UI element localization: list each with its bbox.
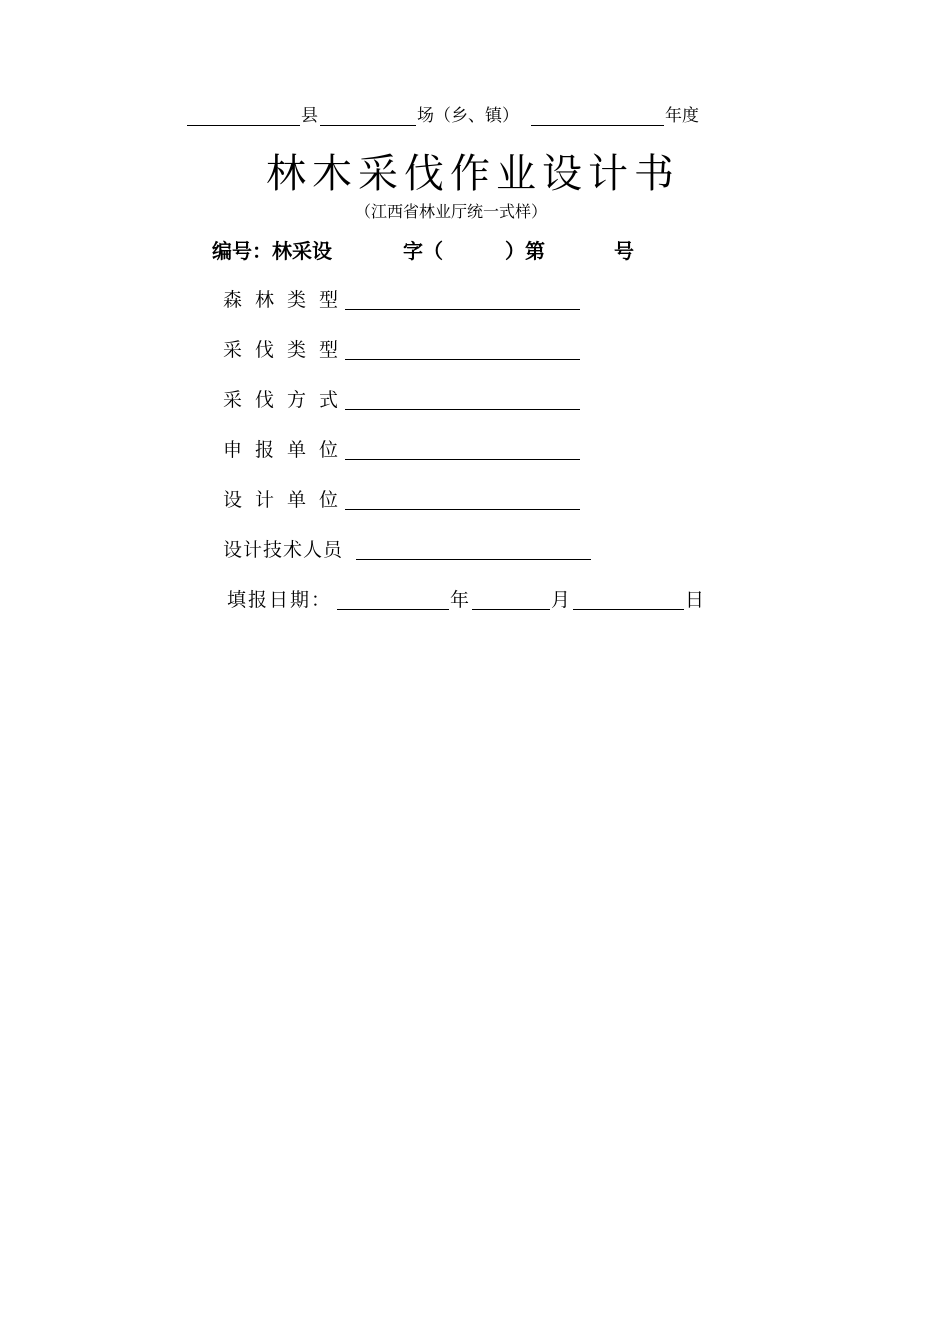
serial-char: 字（ xyxy=(403,239,443,263)
page-title: 林木采伐作业设计书 xyxy=(266,151,680,197)
date-month-suffix: 月 xyxy=(551,589,573,611)
field-input-harvest-type[interactable] xyxy=(345,359,580,360)
field-input-applicant[interactable] xyxy=(345,459,580,460)
serial-prefix: 编号：林采设 xyxy=(212,239,332,263)
field-label-harvest-method: 采伐方式 xyxy=(223,389,352,411)
field-label-harvest-type: 采伐类型 xyxy=(223,339,352,361)
date-label: 填报日期： xyxy=(227,589,333,611)
field-input-design-unit[interactable] xyxy=(345,509,580,510)
date-year-blank[interactable] xyxy=(337,609,449,610)
field-label-forest-type: 森林类型 xyxy=(223,289,352,311)
field-label-technician: 设计技术人员 xyxy=(223,539,344,561)
field-input-forest-type[interactable] xyxy=(345,309,580,310)
date-year-suffix: 年 xyxy=(450,589,472,611)
serial-close: ）第 xyxy=(505,239,545,263)
farm-blank[interactable] xyxy=(320,125,416,126)
field-input-technician[interactable] xyxy=(356,559,591,560)
field-input-harvest-method[interactable] xyxy=(345,409,580,410)
year-suffix: 年度 xyxy=(665,106,699,126)
field-label-design-unit: 设计单位 xyxy=(223,489,352,511)
date-day-blank[interactable] xyxy=(573,609,684,610)
county-suffix: 县 xyxy=(301,106,318,126)
serial-number: 号 xyxy=(614,239,634,263)
county-blank[interactable] xyxy=(187,125,300,126)
date-day-suffix: 日 xyxy=(685,589,707,611)
date-month-blank[interactable] xyxy=(472,609,550,610)
page-subtitle: （江西省林业厅统一式样） xyxy=(355,202,548,221)
year-blank[interactable] xyxy=(531,125,664,126)
field-label-applicant: 申报单位 xyxy=(223,439,352,461)
farm-suffix: 场（乡、镇） xyxy=(417,106,519,126)
